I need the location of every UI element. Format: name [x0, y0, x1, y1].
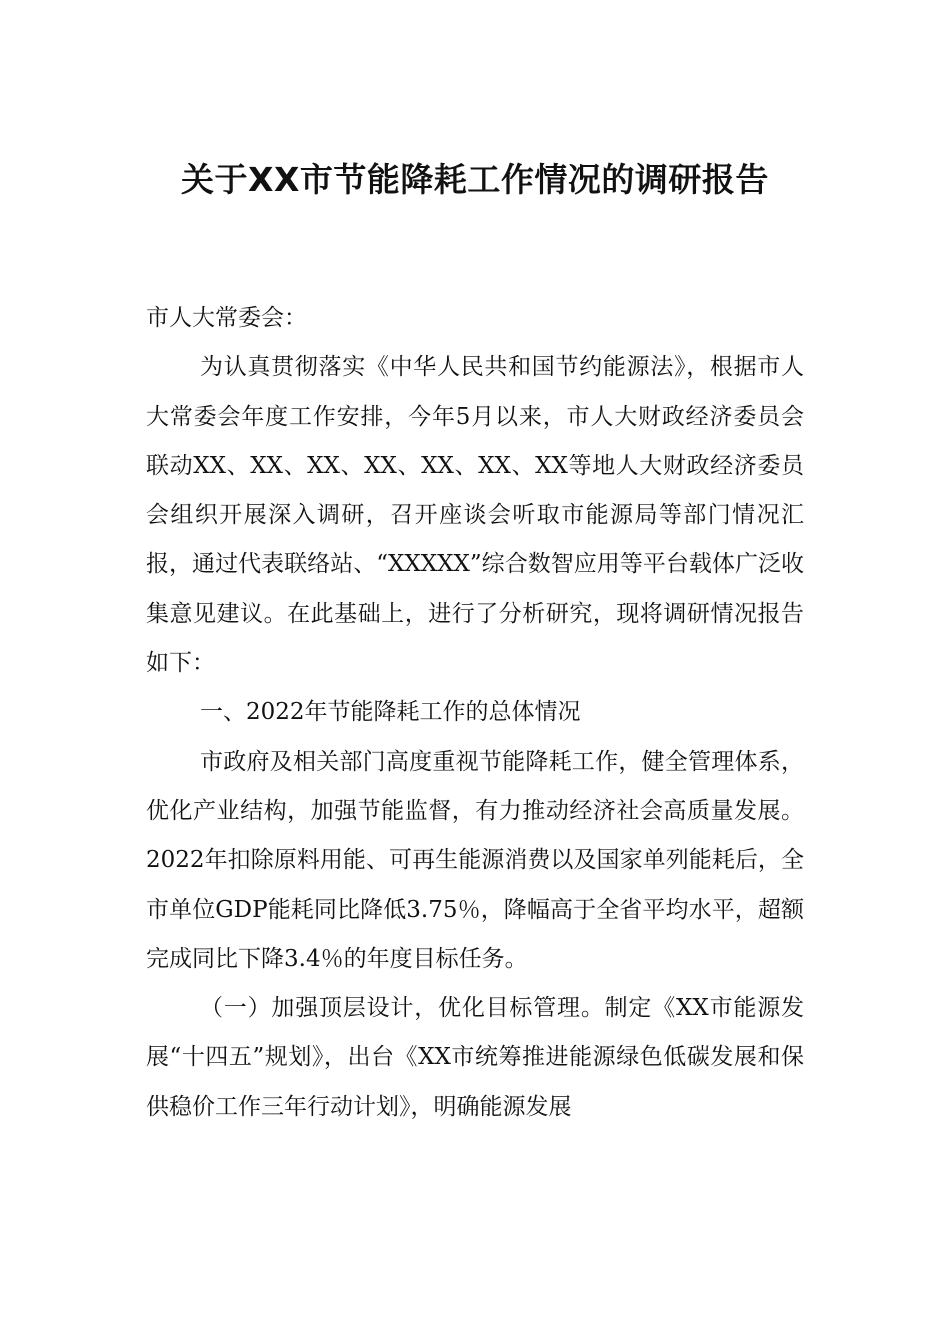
- document-title: 关于XX市节能降耗工作情况的调研报告: [181, 160, 769, 199]
- paragraph-intro: 为认真贯彻落实《中华人民共和国节约能源法》，根据市人大常委会年度工作安排，今年5月以来，市人大财政经济委员会联动XX、XX、XX、XX、XX、XX、XX等地人大财政经济委员会组织开展深入调研，召开座谈会听取市能源局等部门情况汇报，通过代表联络站、“XXXXX”综合数智应用等平台载体广泛收集意见建议。在此基础上，进行了分析研究，现将调研情况报告如下：: [146, 354, 804, 677]
- salutation: 市人大常委会：: [146, 305, 307, 331]
- section-heading-1: 一、2022年节能降耗工作的总体情况: [200, 699, 581, 726]
- paragraph-overview: 市政府及相关部门高度重视节能降耗工作，健全管理体系，优化产业结构，加强节能监督，有力推动经济社会高质量发展。2022年扣除原料用能、可再生能源消费以及国家单列能耗后，全市单位GDP能耗同比降低3.75％，降幅高于全省平均水平，超额完成同比下降3.4％的年度目标任务。: [146, 748, 804, 972]
- document-body: [146, 294, 804, 1132]
- paragraph-subsection-1: （一）加强顶层设计，优化目标管理。制定《XX市能源发展“十四五”规划》，出台《XX市统筹推进能源绿色低碳发展和保供稳价工作三年行动计划》，明确能源发展: [146, 995, 804, 1120]
